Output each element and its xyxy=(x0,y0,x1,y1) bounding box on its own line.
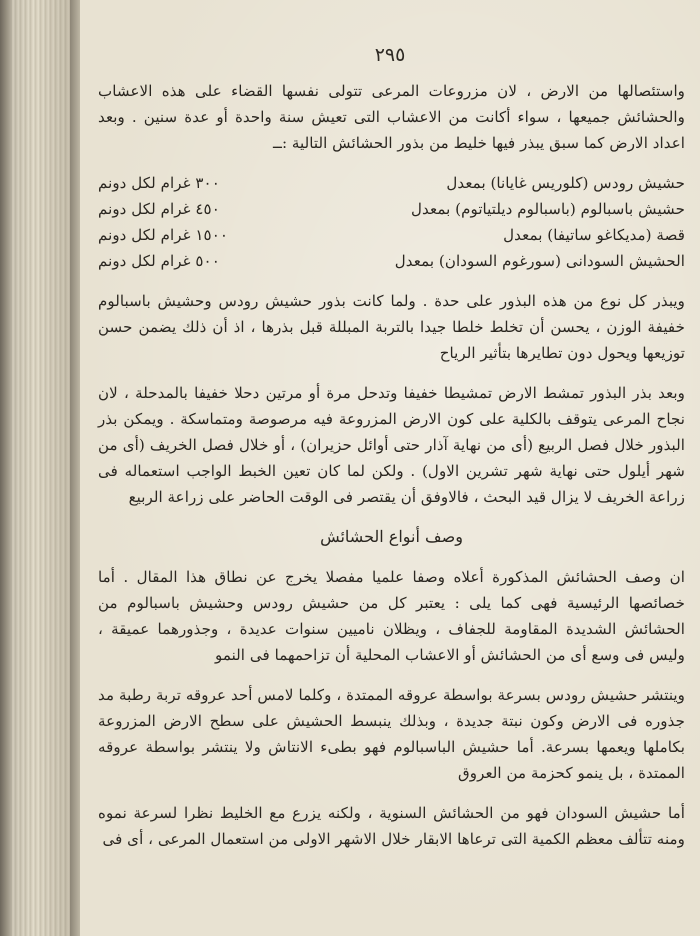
paragraph-sowing: ويبذر كل نوع من هذه البذور على حدة . ولما كانت بذور حشيش رودس وحشيش باسبالوم خفيفة الوزن ، يحسن أن تخلط خلطا جيدا بالتربة المبللة قبل بذرها ، اذ أن ذلك يضمن حسن توزيعها ويحول دون تطايرها بتأثير الرياح xyxy=(98,292,685,362)
page-content xyxy=(98,78,685,866)
seed-rates-list xyxy=(98,170,685,274)
book-binding xyxy=(0,0,12,936)
paragraph-intro: واستئصالها من الارض ، لان مزروعات المرعى تتولى نفسها القضاء على هذه الاعشاب والحشائش جميعها ، سواء أكانت من الاعشاب التى تعيش سنة واحدة أو عدة سنين . وبعد اعداد الارض كما سبق يبذر فيها خليط من بذور الحشائش التالية :ــ xyxy=(98,82,685,152)
seed-rate: ٣٠٠ غرام لكل دونم xyxy=(98,174,220,192)
page-number: ٢٩٥ xyxy=(374,44,406,66)
seed-rate: ١٥٠٠ غرام لكل دونم xyxy=(98,226,229,244)
seed-rate-row xyxy=(98,222,685,248)
seed-rate-row xyxy=(98,170,685,196)
paragraph-rhodes: وينتشر حشيش رودس بسرعة بواسطة عروقه الممتدة ، وكلما لامس أحد عروقه تربة رطبة مد جذوره فى الارض وكون نبتة جديدة ، وبذلك ينبسط الحشيش على سطح الارض المزروعة بكاملها ويعمها بسرعة. أما حشيش الباسبالوم فهو بطىء الانتاش ولا ينتشر بواسطة عروقه الممتدة ، بل ينمو كحزمة من العروق xyxy=(98,686,685,782)
paragraph-description: ان وصف الحشائش المذكورة أعلاه وصفا علميا مفصلا يخرج عن نطاق هذا المقال . أما خصائصها الرئيسية فهى كما يلى : يعتبر كل من حشيش رودس وحشيش باسبالوم من الحشائش الشديدة المقاومة للجفاف ، ويظلان ناميين سنوات عديدة ، وجذورهما عميقة ، وليس فى وسع أى من الحشائش أو الاعشاب المحلية أن تزاحمهما فى النمو xyxy=(98,568,685,664)
page-edges-shadow xyxy=(12,0,70,936)
paragraph-sudan-grass: أما حشيش السودان فهو من الحشائش السنوية ، ولكنه يزرع مع الخليط نظرا لسرعة نموه ومنه تتألف معظم الكمية التى ترعاها الابقار خلال الاشهر الاولى من استعمال المرعى ، أى فى xyxy=(98,804,685,848)
seed-name: قصة (مديكاغو ساتيفا) بمعدل xyxy=(503,226,685,244)
seed-rate-row xyxy=(98,196,685,222)
section-heading: وصف أنواع الحشائش xyxy=(320,527,463,546)
book-page xyxy=(80,0,700,936)
seed-rate: ٥٠٠ غرام لكل دونم xyxy=(98,252,220,270)
paragraph-rolling: وبعد بذر البذور تمشط الارض تمشيطا خفيفا وتدحل مرة أو مرتين دحلا خفيفا بالمدحلة ، لان نجاح المرعى يتوقف بالكلية على كون الارض المزروعة فيه مرصوصة ومتماسكة . ويمكن بذر البذور خلال فصل الربيع (أى من نهاية آذار حتى أوائل حزيران) ، أو خلال فصل الخريف (أى من شهر أيلول حتى نهاية شهر تشرين الاول) . ولكن لما كان تعين الخبط الواجب استعماله فى زراعة الخريف لا يزال قيد البحث ، فالاوفق أن يقتصر فى الوقت الحاضر على زراعة الربيع xyxy=(98,384,685,506)
seed-rate-row xyxy=(98,248,685,274)
page-fold xyxy=(70,0,80,936)
seed-name: حشيش باسبالوم (باسبالوم ديلتياتوم) بمعدل xyxy=(410,200,685,218)
seed-rate: ٤٥٠ غرام لكل دونم xyxy=(98,200,220,218)
seed-name: الحشيش السودانى (سورغوم السودان) بمعدل xyxy=(394,252,685,270)
seed-name: حشيش رودس (كلوريس غايانا) بمعدل xyxy=(446,174,685,192)
